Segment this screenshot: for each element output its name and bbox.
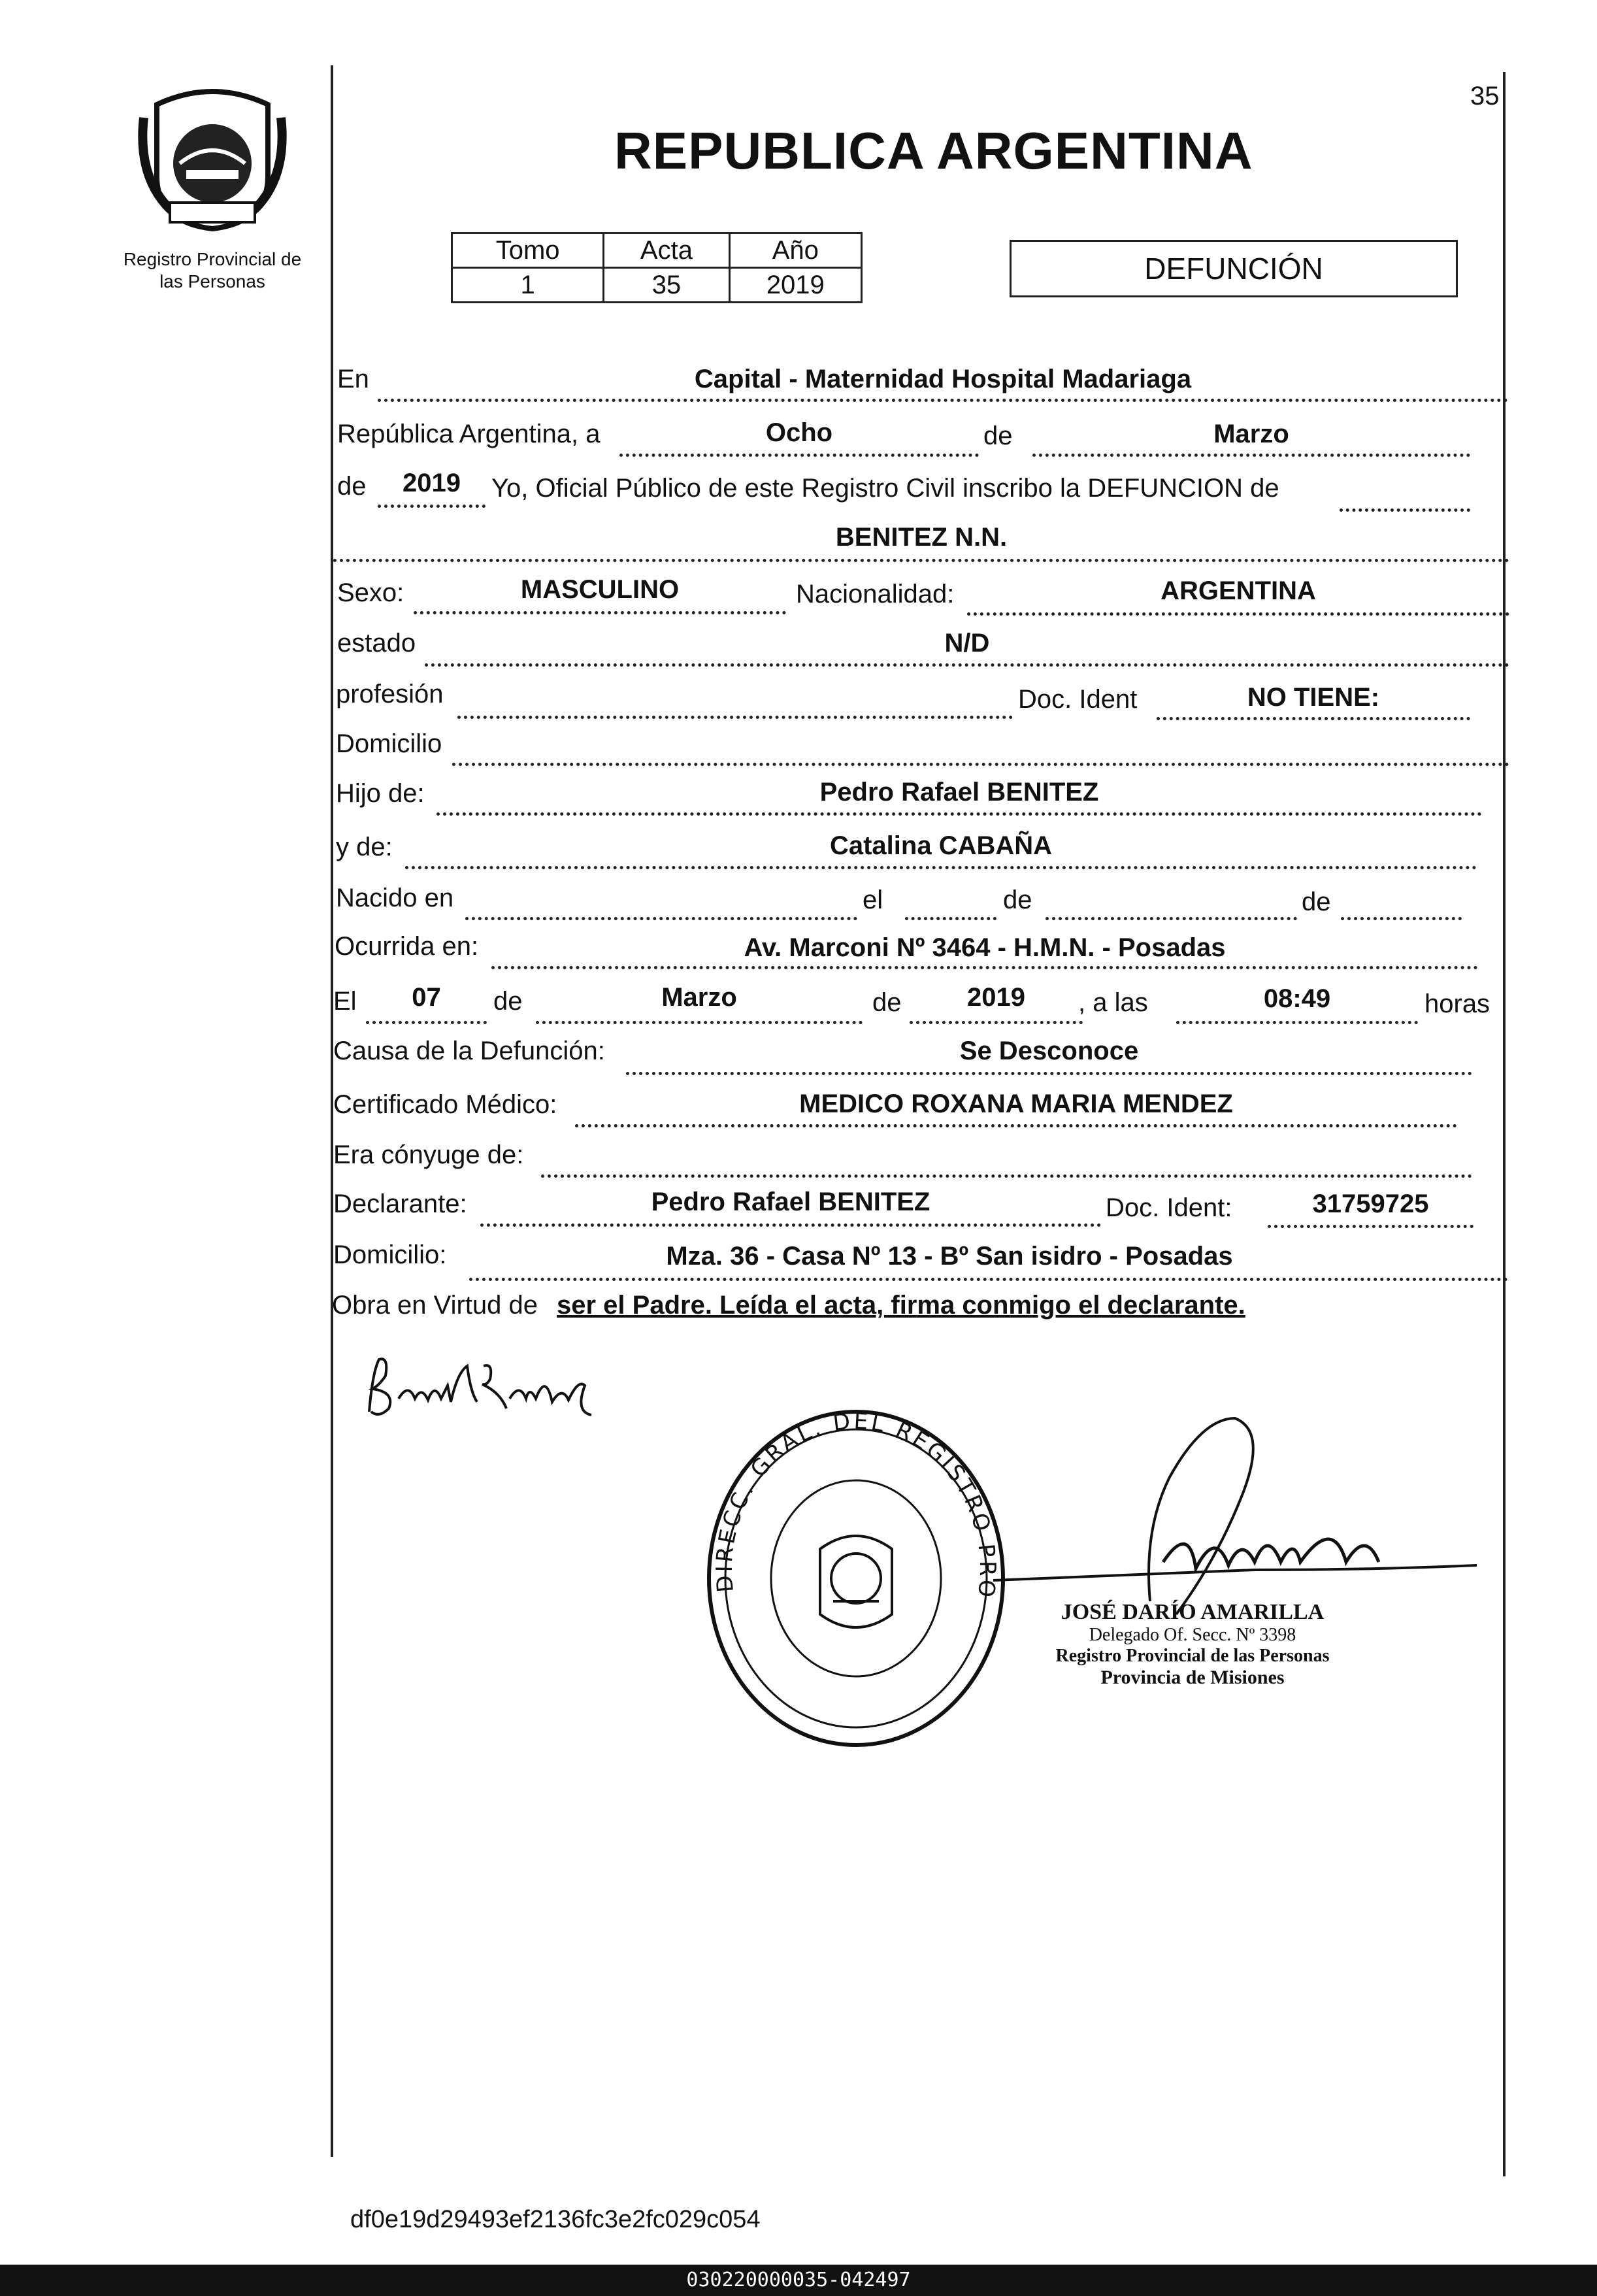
month-text: Marzo [1213,420,1289,448]
hijo-value: Pedro Rafael BENITEZ [819,778,1099,807]
death-day-line [366,1021,487,1024]
deceased-name-line [333,559,1509,562]
record-table-cell: 2019 [729,268,861,303]
hijo-label: Hijo de: [336,779,425,808]
day-line [619,454,979,457]
record-table [451,232,863,303]
profesion-line [457,716,1013,719]
de-label-4: de [493,987,523,1016]
obra-text: ser el Padre. Leída el acta, firma conmigo el declarante. [557,1291,1245,1320]
el-label-2: El [333,987,357,1016]
estado-value: N/D [944,629,990,657]
en-line [378,399,1508,402]
de-label: de [983,422,1013,450]
death-year-line [910,1021,1083,1024]
year-value: 2019 [403,469,461,497]
nacido-label: Nacido en [336,884,454,912]
declarante-doc: 31759725 [1312,1190,1429,1218]
profesion-label: profesión [336,680,444,708]
death-month-line [536,1021,863,1024]
de-label-2: de [1003,886,1032,914]
en-value: Capital - Maternidad Hospital Madariaga [694,365,1192,393]
declarante-doc-line [1268,1225,1474,1228]
yde-line [405,866,1477,869]
day-text: Ocho [765,418,833,447]
declarante-domicilio: Mza. 36 - Casa Nº 13 - Bº San isidro - Posadas [666,1242,1233,1271]
record-table-cell: 1 [452,268,604,303]
estado-label: estado [337,629,416,657]
nacionalidad-label: Nacionalidad: [796,580,955,608]
birth-day-line [905,917,996,920]
doc-ident-value: NO TIENE: [1247,683,1380,712]
official-stamp [699,1405,1013,1752]
declarante-line [480,1223,1101,1227]
oficial-text: Yo, Oficial Público de este Registro Civil inscribo la DEFUNCION de [491,474,1279,503]
yde-label: y de: [336,833,393,861]
death-year: 2019 [967,983,1025,1012]
year-prefix: de [337,472,367,501]
provincial-seal-logo [131,78,294,235]
certificado-value: MEDICO ROXANA MARIA MENDEZ [799,1090,1233,1118]
declarante-domicilio-line [469,1278,1508,1281]
deceased-name: BENITEZ N.N. [835,523,1008,552]
hijo-line [436,812,1482,816]
registry-name-line2: las Personas [159,271,265,291]
doc-ident-label: Doc. Ident [1018,685,1138,714]
domicilio-label: Domicilio [336,729,442,758]
death-time: 08:49 [1263,984,1331,1013]
causa-value: Se Desconoce [959,1037,1139,1065]
declarante-label: Declarante: [333,1190,467,1218]
domicilio-label-2: Domicilio: [333,1240,447,1269]
month-line [1032,454,1470,457]
official-title: Delegado Of. Secc. Nº 3398 [1089,1625,1296,1645]
yde-value: Catalina CABAÑA [829,831,1053,860]
conyuge-label: Era cónyuge de: [333,1140,524,1169]
en-label: En [337,365,369,393]
oficial-line [1340,508,1470,512]
svg-text:DIRECC. GRAL. DEL REGISTRO PRO: DIRECC. GRAL. DEL REGISTRO PRO [711,1408,1001,1601]
republica-label: República Argentina, a [337,420,601,448]
record-type-box: DEFUNCIÓN [1010,240,1458,297]
doc-ident-label-2: Doc. Ident: [1106,1193,1232,1222]
certificado-line [575,1124,1457,1127]
sexo-label: Sexo: [337,578,404,607]
record-table-header-row [452,233,862,268]
nacionalidad-line [967,612,1509,616]
nacionalidad-value: ARGENTINA [1161,576,1316,605]
doc-ident-line [1157,717,1470,720]
official-registry: Registro Provincial de las Personas [1055,1646,1330,1666]
page-title: REPUBLICA ARGENTINA [614,122,1253,180]
nacido-line [465,917,857,920]
ocurrida-line [491,966,1478,969]
sexo-value: MASCULINO [520,575,680,604]
registry-name-line1: Registro Provincial de [123,249,302,269]
conyuge-line [541,1174,1472,1178]
document-hash: df0e19d29493ef2136fc3e2fc029c054 [350,2206,761,2233]
causa-label: Causa de la Defunción: [333,1037,605,1065]
registry-name [98,248,327,293]
year-line [378,505,486,508]
record-table-header: Acta [604,233,729,268]
barcode-strip: 030220000035-042497 [0,2265,1597,2296]
official-province: Provincia de Misiones [1100,1667,1285,1688]
official-name-block [1023,1600,1362,1689]
record-table-header: Año [729,233,861,268]
alas-label: , a las [1078,988,1148,1017]
death-time-line [1176,1021,1418,1024]
official-name: JOSÉ DARÍO AMARILLA [1061,1600,1325,1624]
record-table-cell: 35 [604,268,729,303]
declarant-signature [359,1346,608,1425]
ocurrida-label: Ocurrida en: [335,932,479,961]
ocurrida-value: Av. Marconi Nº 3464 - H.M.N. - Posadas [744,933,1226,962]
death-month: Marzo [661,983,737,1012]
birth-month-line [1045,917,1297,920]
estado-line [425,663,1509,667]
record-table-value-row [452,268,862,303]
sexo-line [414,611,786,614]
obra-prefix: Obra en Virtud de [332,1291,538,1320]
el-label: el [863,886,883,914]
birth-year-line [1341,917,1462,920]
certificado-label: Certificado Médico: [333,1090,557,1119]
page-number: 35 [1470,82,1500,110]
declarante-value: Pedro Rafael BENITEZ [651,1188,930,1216]
causa-line [626,1072,1472,1075]
death-day: 07 [412,983,441,1012]
domicilio-line [452,763,1509,766]
de-label-3: de [1302,888,1331,916]
horas-label: horas [1424,990,1490,1018]
de-label-5: de [872,988,902,1017]
record-table-header: Tomo [452,233,604,268]
